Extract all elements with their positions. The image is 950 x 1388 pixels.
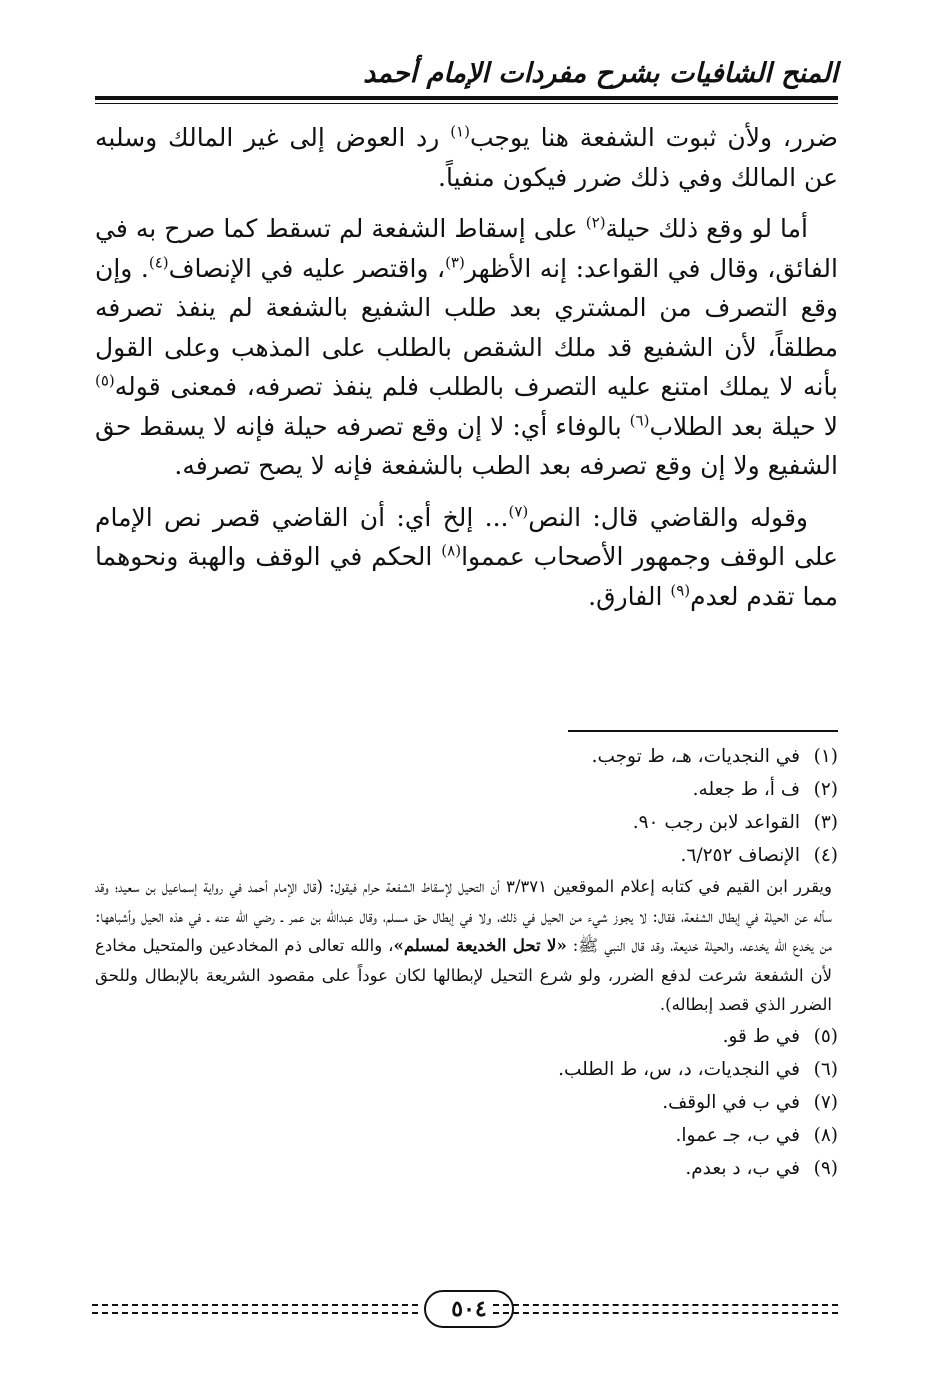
footnote-text: في النجديات، هـ، ط توجب. <box>591 746 800 767</box>
footnote-number: (٦) <box>813 1058 838 1080</box>
footnote-text: في ط قو. <box>722 1025 800 1047</box>
header-rule-thick <box>95 96 838 100</box>
footnote-text: في ب في الوقف. <box>662 1091 800 1113</box>
text-run: الحكم في الوقف والهبة ونحوهما مما تقدم لعدم <box>95 542 838 611</box>
footnote-marker: (١) <box>450 122 470 141</box>
footnote-number: (٢) <box>813 779 838 800</box>
footnote-4 <box>95 839 838 872</box>
footnote-number: (٩) <box>813 1157 838 1179</box>
footnote-number: (٤) <box>813 845 838 866</box>
footnote-text: في ب، جـ عموا. <box>675 1124 800 1146</box>
page-number: ٥٠٤ <box>451 1296 487 1322</box>
footer-dashed-rule-left <box>92 1304 418 1314</box>
text-run: لا حيلة بعد الطلاب <box>649 411 839 441</box>
text-run: أما لو وقع ذلك حيلة <box>605 214 808 243</box>
footnote-number: (٨) <box>813 1124 838 1146</box>
text-run: رد العوض إلى غير المالك وسلبه عن المالك وفي ذلك ضرر فيكون منفياً. <box>95 123 838 192</box>
text-run: الفارق. <box>588 581 671 611</box>
footnote-marker: (٧) <box>508 502 529 521</box>
text-run: على إسقاط الشفعة لم تسقط كما صرح به في الفائق، وقال في القواعد: إنه الأظهر <box>95 214 838 283</box>
main-text <box>95 118 838 628</box>
book-title: المنح الشافيات بشرح مفردات الإمام أحمد <box>363 58 838 89</box>
footnote-5 <box>95 1020 838 1053</box>
footnote-text: ف أ، ط جعله. <box>692 779 800 800</box>
footnotes <box>95 740 838 1185</box>
text-run: ، واقتصر عليه في الإنصاف <box>168 253 446 283</box>
quote-text: ويقرر ابن القيم في كتابه إعلام الموقعين ٣/٣٧١ أن التحيل لإسقاط الشفعة حرام فيقول: (قال الإمام أحمد في رواية إسماعيل بن سعيد؛ وقد سأله عن الحيلة في إبطال الشفعة، فقال: لا يجوز شيء من الحيل في ذلك، ولا في إبطال حق مسلم، وقال عبدالله بن عمر ـ رضي الله عنه ـ في هذه الحيل وأشباهها: من يخدع الله يخدعه، والحيلة خديعة، وقد قال النبي ﷺ: <box>95 877 832 955</box>
footnote-8 <box>95 1119 838 1152</box>
text-run: . وإن وقع التصرف من المشتري بعد طلب الشفيع بالشفعة لم ينفذ تصرفه مطلقاً، لأن الشفيع قد ملك الشقص بالطلب على المذهب وعلى القول بأنه لا يملك امتنع عليه التصرف بالطلب فلم ينفذ تصرفه، فمعنى قوله <box>95 253 838 401</box>
text-run: وقوله والقاضي قال: النص <box>528 502 808 532</box>
paragraph-1 <box>95 118 838 197</box>
text-run: ... إلخ أي: أن القاضي قصر نص الإمام على الوقف وجمهور الأصحاب عمموا <box>95 502 838 571</box>
footnote-text: القواعد لابن رجب ٩٠. <box>632 812 800 833</box>
footnote-number: (٥) <box>813 1025 838 1047</box>
footnote-marker: (٤) <box>148 253 169 272</box>
footnote-2 <box>95 773 838 806</box>
page-footer <box>92 1290 838 1330</box>
footnote-marker: (٩) <box>670 581 691 600</box>
footnote-6 <box>95 1053 838 1086</box>
footnote-marker: (٨) <box>441 541 462 560</box>
footnote-text: في النجديات، د، س، ط الطلب. <box>558 1058 800 1080</box>
footnote-separator <box>568 730 838 732</box>
footnote-marker: (٢) <box>585 213 606 232</box>
quote-text: ، والله تعالى ذم المخادعين والمتحيل مخادع لأن الشفعة شرعت لدفع الضرر، ولو شرع التحيل لإبطالها لكان عوداً على مقصود الشريعة بالإبطال وللحق الضرر الذي قصد إبطاله). <box>95 936 832 1014</box>
footnote-marker: (٥) <box>95 371 115 390</box>
footer-dashed-rule-right <box>493 1304 838 1314</box>
footnote-number: (١) <box>813 746 838 767</box>
text-run: بالوفاء أي: لا إن وقع تصرفه حيلة فإنه لا يسقط حق الشفيع ولا إن وقع تصرفه بعد الطب بالشفعة فإنه لا يصح تصرفه. <box>95 411 838 480</box>
footnote-number: (٣) <box>813 812 838 833</box>
footnote-marker: (٦) <box>629 411 650 430</box>
paragraph-3 <box>95 498 838 617</box>
footnote-7 <box>95 1086 838 1119</box>
footnote-1 <box>95 740 838 773</box>
footnote-4-quote <box>95 872 832 1020</box>
paragraph-2 <box>95 209 838 486</box>
footnote-text: الإنصاف ٦/٢٥٢. <box>680 845 800 866</box>
hadith-quote: «لا تحل الخديعة لمسلم» <box>393 936 567 955</box>
footnote-3 <box>95 806 838 839</box>
footnote-9 <box>95 1152 838 1185</box>
header-rule-thin <box>95 103 838 104</box>
footnote-marker: (٣) <box>445 253 465 272</box>
footnote-text: في ب، د بعدم. <box>685 1157 800 1179</box>
text-run: ضرر، ولأن ثبوت الشفعة هنا يوجب <box>469 123 838 152</box>
footnote-number: (٧) <box>813 1091 838 1113</box>
